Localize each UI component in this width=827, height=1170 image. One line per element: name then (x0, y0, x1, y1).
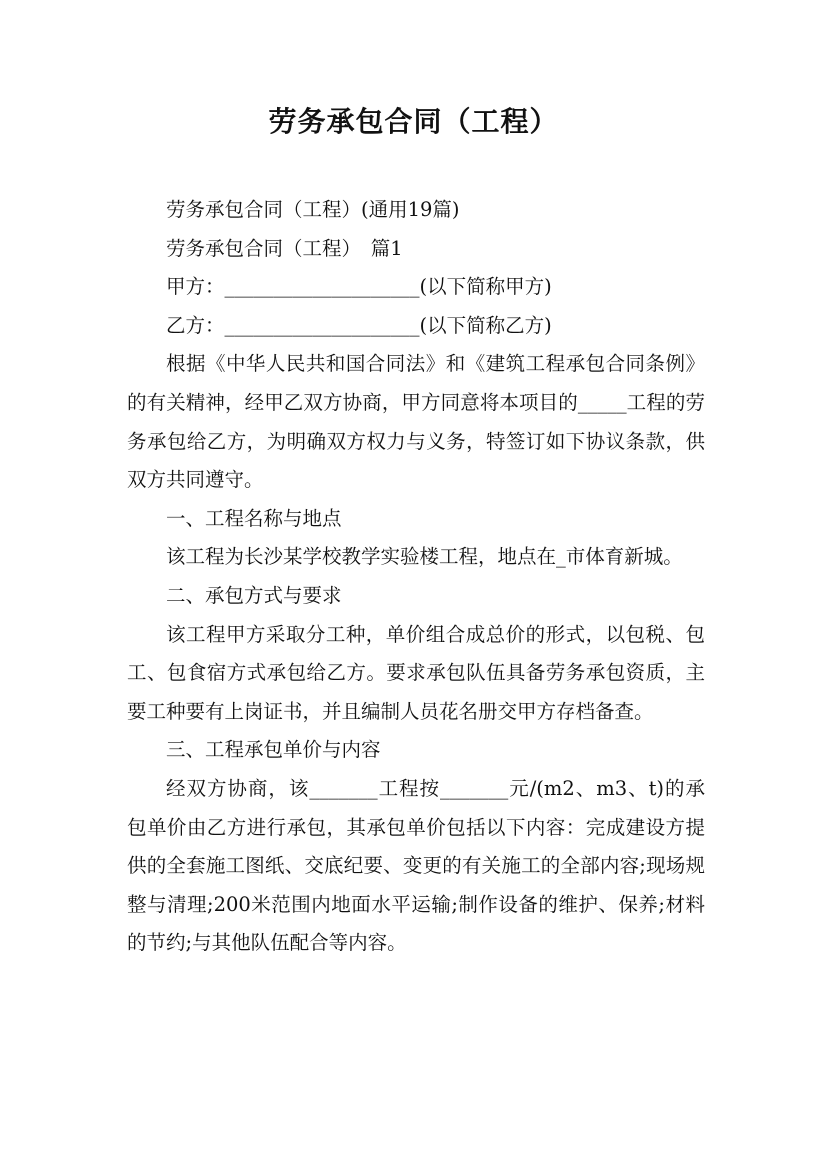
party-a-line: 甲方：____________________(以下简称甲方) (166, 275, 552, 299)
clause-heading-1: 一、工程名称与地点 (166, 506, 342, 530)
clause-heading-2: 二、承包方式与要求 (166, 583, 342, 607)
clause-1-text: 该工程为长沙某学校教学实验楼工程，地点在_市体育新城。 (166, 545, 683, 569)
clause-2-text: 该工程甲方采取分工种，单价组合成总价的形式，以包税、包工、包食宿方式承包给乙方。要求承包队伍具备劳务承包资质，主要工种要有上岗证书，并且编制人员花名册交甲方存档备查。 (127, 622, 705, 723)
clause-3-text: 经双方协商，该_______工程按_______元/(m2、m3、t)的承包单价由乙方进行承包，其承包单价包括以下内容：完成建设方提供的全套施工图纸、交底纪要、变更的有关施工的全部内容;现场规整与清理;200米范围内地面水平运输;制作设备的维护、保养;材料的节约;与其他队伍配合等内容。 (127, 776, 705, 955)
document-body (127, 191, 705, 963)
section-heading-article-1: 劳务承包合同（工程） 篇1 (166, 236, 403, 260)
document-subtitle: 劳务承包合同（工程）(通用19篇) (166, 198, 460, 221)
party-b-line: 乙方：____________________(以下简称乙方) (166, 313, 552, 337)
document-title: 劳务承包合同（工程） (268, 105, 559, 138)
clause-heading-3: 三、工程承包单价与内容 (166, 738, 381, 762)
preamble-paragraph: 根据《中华人民共和国合同法》和《建筑工程承包合同条例》的有关精神，经甲乙双方协商，甲方同意将本项目的_____工程的劳务承包给乙方，为明确双方权力与义务，特签订如下协议条款，供双方共同遵守。 (127, 352, 705, 492)
